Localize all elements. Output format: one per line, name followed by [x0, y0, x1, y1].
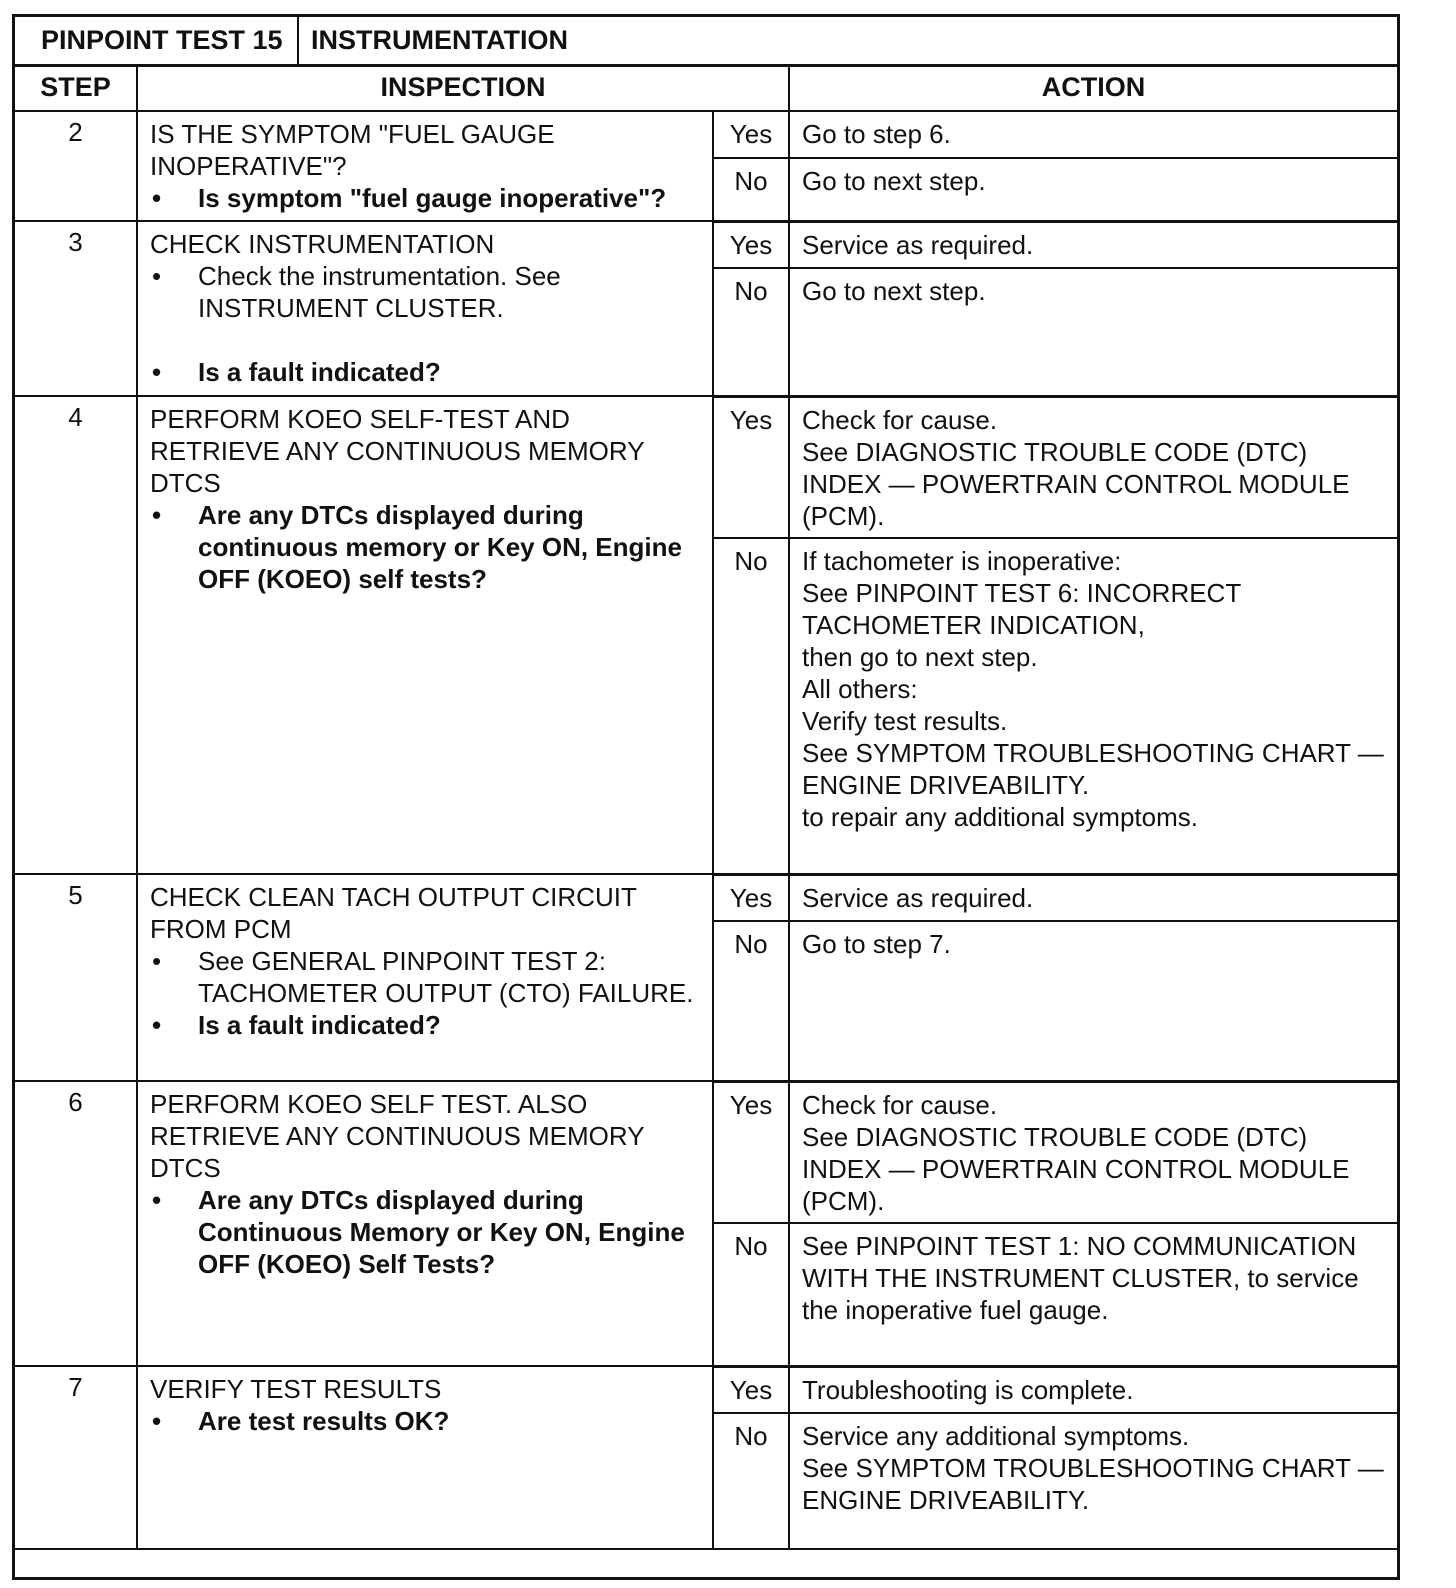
yes-label: Yes — [713, 874, 789, 921]
yes-action — [789, 396, 1397, 538]
action-line: Go to step 7. — [802, 929, 951, 959]
step-number: 7 — [15, 1366, 137, 1549]
no-label: No — [713, 268, 789, 396]
no-label: No — [713, 921, 789, 1081]
inspection-question: • Is a fault indicated? — [150, 1009, 700, 1041]
yes-action — [789, 1366, 1397, 1413]
inspection-title: PERFORM KOEO SELF-TEST AND RETRIEVE ANY CONTINUOUS MEMORY DTCS — [150, 404, 645, 498]
step-row — [15, 221, 1397, 268]
yes-action — [789, 221, 1397, 268]
no-action — [789, 538, 1397, 874]
step-row — [15, 111, 1397, 158]
action-line: See SYMPTOM TROUBLESHOOTING CHART — ENGINE DRIVEABILITY. — [802, 1453, 1384, 1515]
inspection-title: IS THE SYMPTOM "FUEL GAUGE INOPERATIVE"? — [150, 119, 555, 181]
column-header-step: STEP — [15, 64, 137, 111]
yes-action — [789, 1081, 1397, 1223]
step-number: 4 — [15, 396, 137, 874]
step-number: 5 — [15, 874, 137, 1081]
inspection-cell — [137, 221, 713, 396]
yes-label: Yes — [713, 396, 789, 538]
inspection-title: PERFORM KOEO SELF TEST. ALSO RETRIEVE ANY CONTINUOUS MEMORY DTCS — [150, 1089, 645, 1183]
yes-label: Yes — [713, 1366, 789, 1413]
no-label: No — [713, 1223, 789, 1366]
action-line: Go to next step. — [802, 276, 986, 306]
inspection-title: VERIFY TEST RESULTS — [150, 1374, 442, 1404]
step-number: 6 — [15, 1081, 137, 1366]
step-row — [15, 1366, 1397, 1413]
inspection-cell — [137, 1366, 713, 1549]
inspection-cell — [137, 1081, 713, 1366]
no-action — [789, 268, 1397, 396]
step-number: 3 — [15, 221, 137, 396]
yes-label: Yes — [713, 111, 789, 158]
inspection-question: • Are test results OK? — [150, 1405, 700, 1437]
action-line: If tachometer is inoperative: — [802, 546, 1122, 576]
no-action — [789, 1413, 1397, 1549]
no-action — [789, 158, 1397, 221]
inspection-bullet: • Check the instrumentation. See INSTRUMENT CLUSTER. — [150, 260, 700, 324]
title-bar — [15, 17, 1397, 67]
action-line: Service any additional symptoms. — [802, 1421, 1190, 1451]
column-header-inspection: INSPECTION — [137, 64, 789, 111]
action-line: to repair any additional symptoms. — [802, 802, 1198, 832]
inspection-cell — [137, 396, 713, 874]
action-line: All others: — [802, 674, 918, 704]
yes-action — [789, 874, 1397, 921]
action-line: then go to next step. — [802, 642, 1038, 672]
no-action — [789, 1223, 1397, 1366]
inspection-bullet: • See GENERAL PINPOINT TEST 2: TACHOMETER OUTPUT (CTO) FAILURE. — [150, 945, 700, 1009]
action-line: See DIAGNOSTIC TROUBLE CODE (DTC) INDEX — POWERTRAIN CONTROL MODULE (PCM). — [802, 436, 1350, 531]
inspection-question: • Is symptom "fuel gauge inoperative"? — [150, 182, 700, 214]
test-title: INSTRUMENTATION — [311, 25, 568, 55]
pinpoint-table — [15, 64, 1397, 1550]
inspection-title: CHECK CLEAN TACH OUTPUT CIRCUIT FROM PCM — [150, 882, 637, 944]
inspection-cell — [137, 874, 713, 1081]
pinpoint-test-sheet — [12, 14, 1400, 1580]
step-row — [15, 396, 1397, 538]
yes-label: Yes — [713, 1081, 789, 1223]
action-line: Troubleshooting is complete. — [802, 1374, 1134, 1405]
step-number: 2 — [15, 111, 137, 221]
action-line: See SYMPTOM TROUBLESHOOTING CHART — ENGINE DRIVEABILITY. — [802, 738, 1384, 800]
action-line: Verify test results. — [802, 706, 1008, 736]
no-label: No — [713, 538, 789, 874]
action-line: See PINPOINT TEST 1: NO COMMUNICATION WITH THE INSTRUMENT CLUSTER, to service the inoperative fuel gauge. — [802, 1231, 1359, 1325]
column-header-row — [15, 64, 1397, 111]
action-line: Go to next step. — [802, 166, 986, 196]
action-line: Check for cause. — [802, 1089, 998, 1120]
test-id: PINPOINT TEST 15 — [15, 17, 299, 64]
step-row — [15, 874, 1397, 921]
yes-action — [789, 111, 1397, 158]
column-header-action: ACTION — [789, 64, 1397, 111]
inspection-question: • Are any DTCs displayed during Continuous Memory or Key ON, Engine OFF (KOEO) Self Tests? — [150, 1184, 700, 1280]
action-line: Service as required. — [802, 229, 1034, 260]
inspection-question: • Are any DTCs displayed during continuous memory or Key ON, Engine OFF (KOEO) self tests? — [150, 499, 700, 595]
inspection-question: • Is a fault indicated? — [150, 356, 700, 388]
no-label: No — [713, 158, 789, 221]
inspection-title: CHECK INSTRUMENTATION — [150, 229, 495, 259]
action-line: Check for cause. — [802, 404, 998, 435]
yes-label: Yes — [713, 221, 789, 268]
action-line: Service as required. — [802, 882, 1034, 913]
inspection-cell — [137, 111, 713, 221]
action-line: See DIAGNOSTIC TROUBLE CODE (DTC) INDEX — POWERTRAIN CONTROL MODULE (PCM). — [802, 1121, 1350, 1216]
no-action — [789, 921, 1397, 1081]
no-label: No — [713, 1413, 789, 1549]
action-line: Go to step 6. — [802, 119, 951, 149]
step-row — [15, 1081, 1397, 1223]
action-line: See PINPOINT TEST 6: INCORRECT TACHOMETER INDICATION, — [802, 578, 1241, 640]
